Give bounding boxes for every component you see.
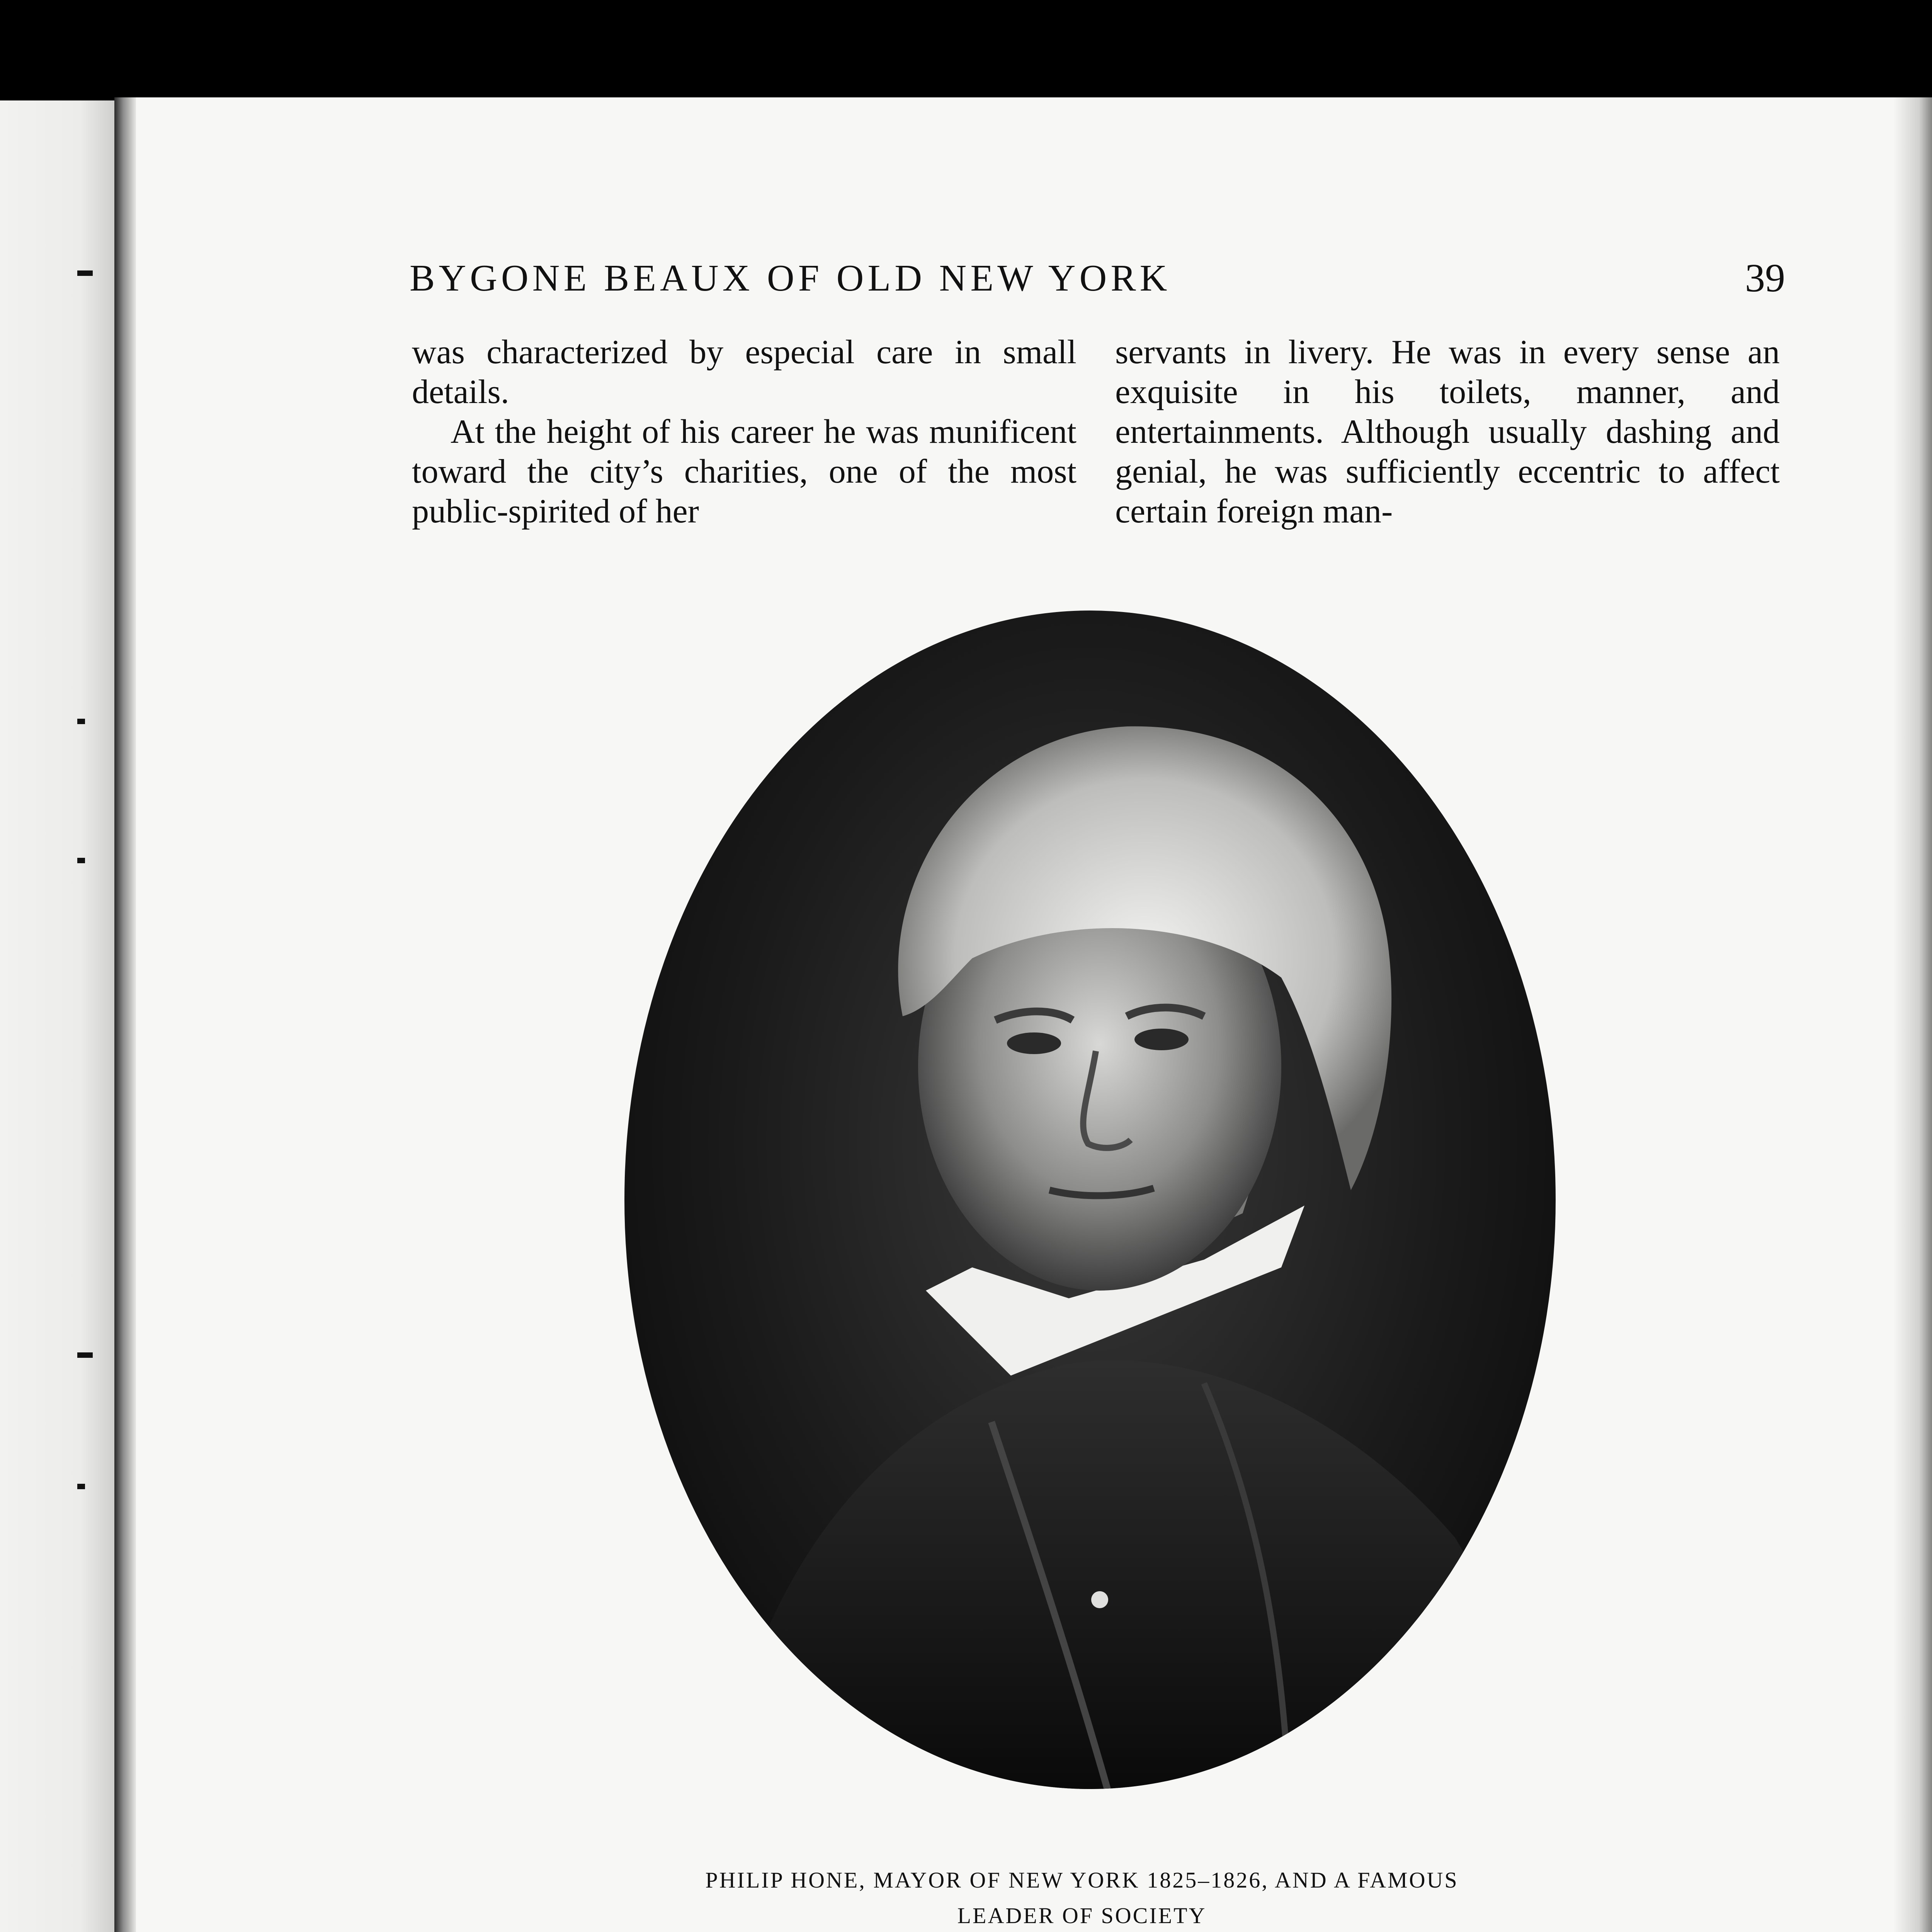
figure-caption — [425, 1862, 1739, 1932]
margin-mark — [77, 270, 93, 276]
margin-mark — [77, 719, 85, 724]
top-left-column — [412, 332, 1077, 531]
book-gutter — [114, 97, 136, 1932]
margin-mark — [77, 1352, 93, 1358]
margin-mark — [77, 1484, 85, 1489]
paragraph: was characterized by especial care in small details. — [412, 333, 1077, 411]
caption-line: LEADER OF SOCIETY — [957, 1903, 1207, 1928]
margin-mark — [77, 858, 85, 863]
caption-line: PHILIP HONE, MAYOR OF NEW YORK 1825–1826, AND A FAMOUS — [705, 1867, 1459, 1893]
left-page-edge — [0, 100, 114, 1932]
top-right-column — [1115, 332, 1780, 531]
page-number: 39 — [1745, 256, 1785, 300]
running-head: BYGONE BEAUX OF OLD NEW YORK — [410, 257, 1171, 299]
portrait-illustration — [624, 611, 1556, 1789]
right-page-edge — [1893, 97, 1932, 1932]
paragraph: At the height of his career he was munificent toward the city’s charities, one of the most public-spirited of her — [412, 413, 1077, 530]
paragraph: servants in livery. He was in every sense an exquisite in his toilets, manner, and entertainments. Although usually dashing and genial, he was sufficiently eccentric to affect certain foreign man- — [1115, 333, 1780, 530]
portrait-engraving — [624, 611, 1556, 1789]
